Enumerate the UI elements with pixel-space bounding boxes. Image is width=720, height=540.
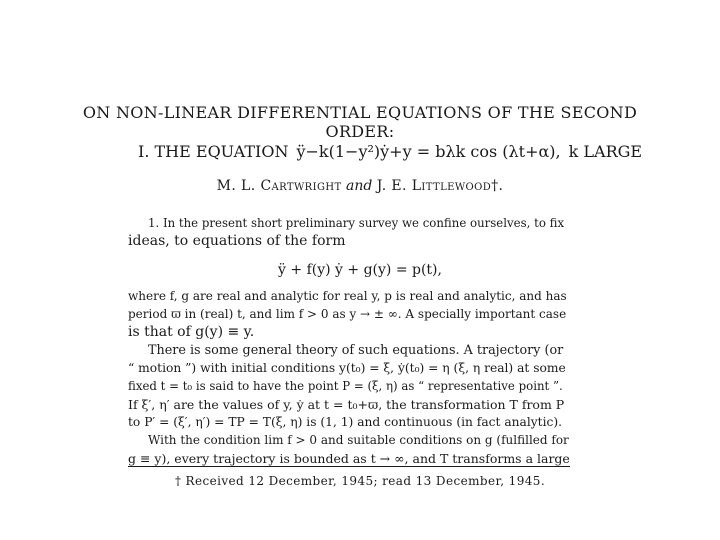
author-littlewood: J. E. Littlewood†. [376,178,504,194]
body-line: With the condition lim f > 0 and suitable conditions on g (fulfilled for [148,433,569,447]
author-cartwright: M. L. Cartwright [216,178,342,194]
body-line: to P′ = (ξ′, η′) = TP = T(ξ, η) is (1, 1) and continuous (in fact analytic). [128,415,563,429]
title-equation-prefix: I. THE EQUATION [138,142,289,161]
body-line: “ motion ”) with initial conditions y(t₀) = ξ, ẏ(t₀) = η (ξ, η real) at some [128,361,566,375]
title-equation-suffix: k LARGE [568,142,643,161]
body-line: ideas, to equations of the form [128,233,346,249]
title-line-3 [138,142,642,161]
body-line: 1. In the present short preliminary survey we confine ourselves, to fix [148,216,565,230]
footnote: † Received 12 December, 1945; read 13 December, 1945. [174,474,546,488]
body-line: g ≡ y), every trajectory is bounded as t → ∞, and T transforms a large [128,451,570,466]
body-line: There is some general theory of such equations. A trajectory (or [148,343,564,358]
title-equation: ÿ−k(1−y²)ẏ+y = bλk cos (λt+α), [296,142,561,161]
footnote-rule [128,466,570,467]
authors [0,178,720,194]
title-line-1: ON NON-LINEAR DIFFERENTIAL EQUATIONS OF THE SECOND [82,103,638,122]
body-line: is that of g(y) ≡ y. [128,324,255,340]
body-line: fixed t = t₀ is said to have the point P = (ξ, η) as “ representative point ”. [128,379,563,393]
authors-and: and [346,178,373,194]
title-line-2: ORDER: [325,122,395,141]
body-line: period ϖ in (real) t, and lim f > 0 as y → ± ∞. A specially important case [128,307,567,321]
display-equation: ÿ + f(y) ẏ + g(y) = p(t), [278,262,442,278]
body-line: where f, g are real and analytic for real y, p is real and analytic, and has [128,289,567,303]
body-line: If ξ′, η′ are the values of y, ẏ at t = t₀+ϖ, the transformation T from P [128,397,565,412]
